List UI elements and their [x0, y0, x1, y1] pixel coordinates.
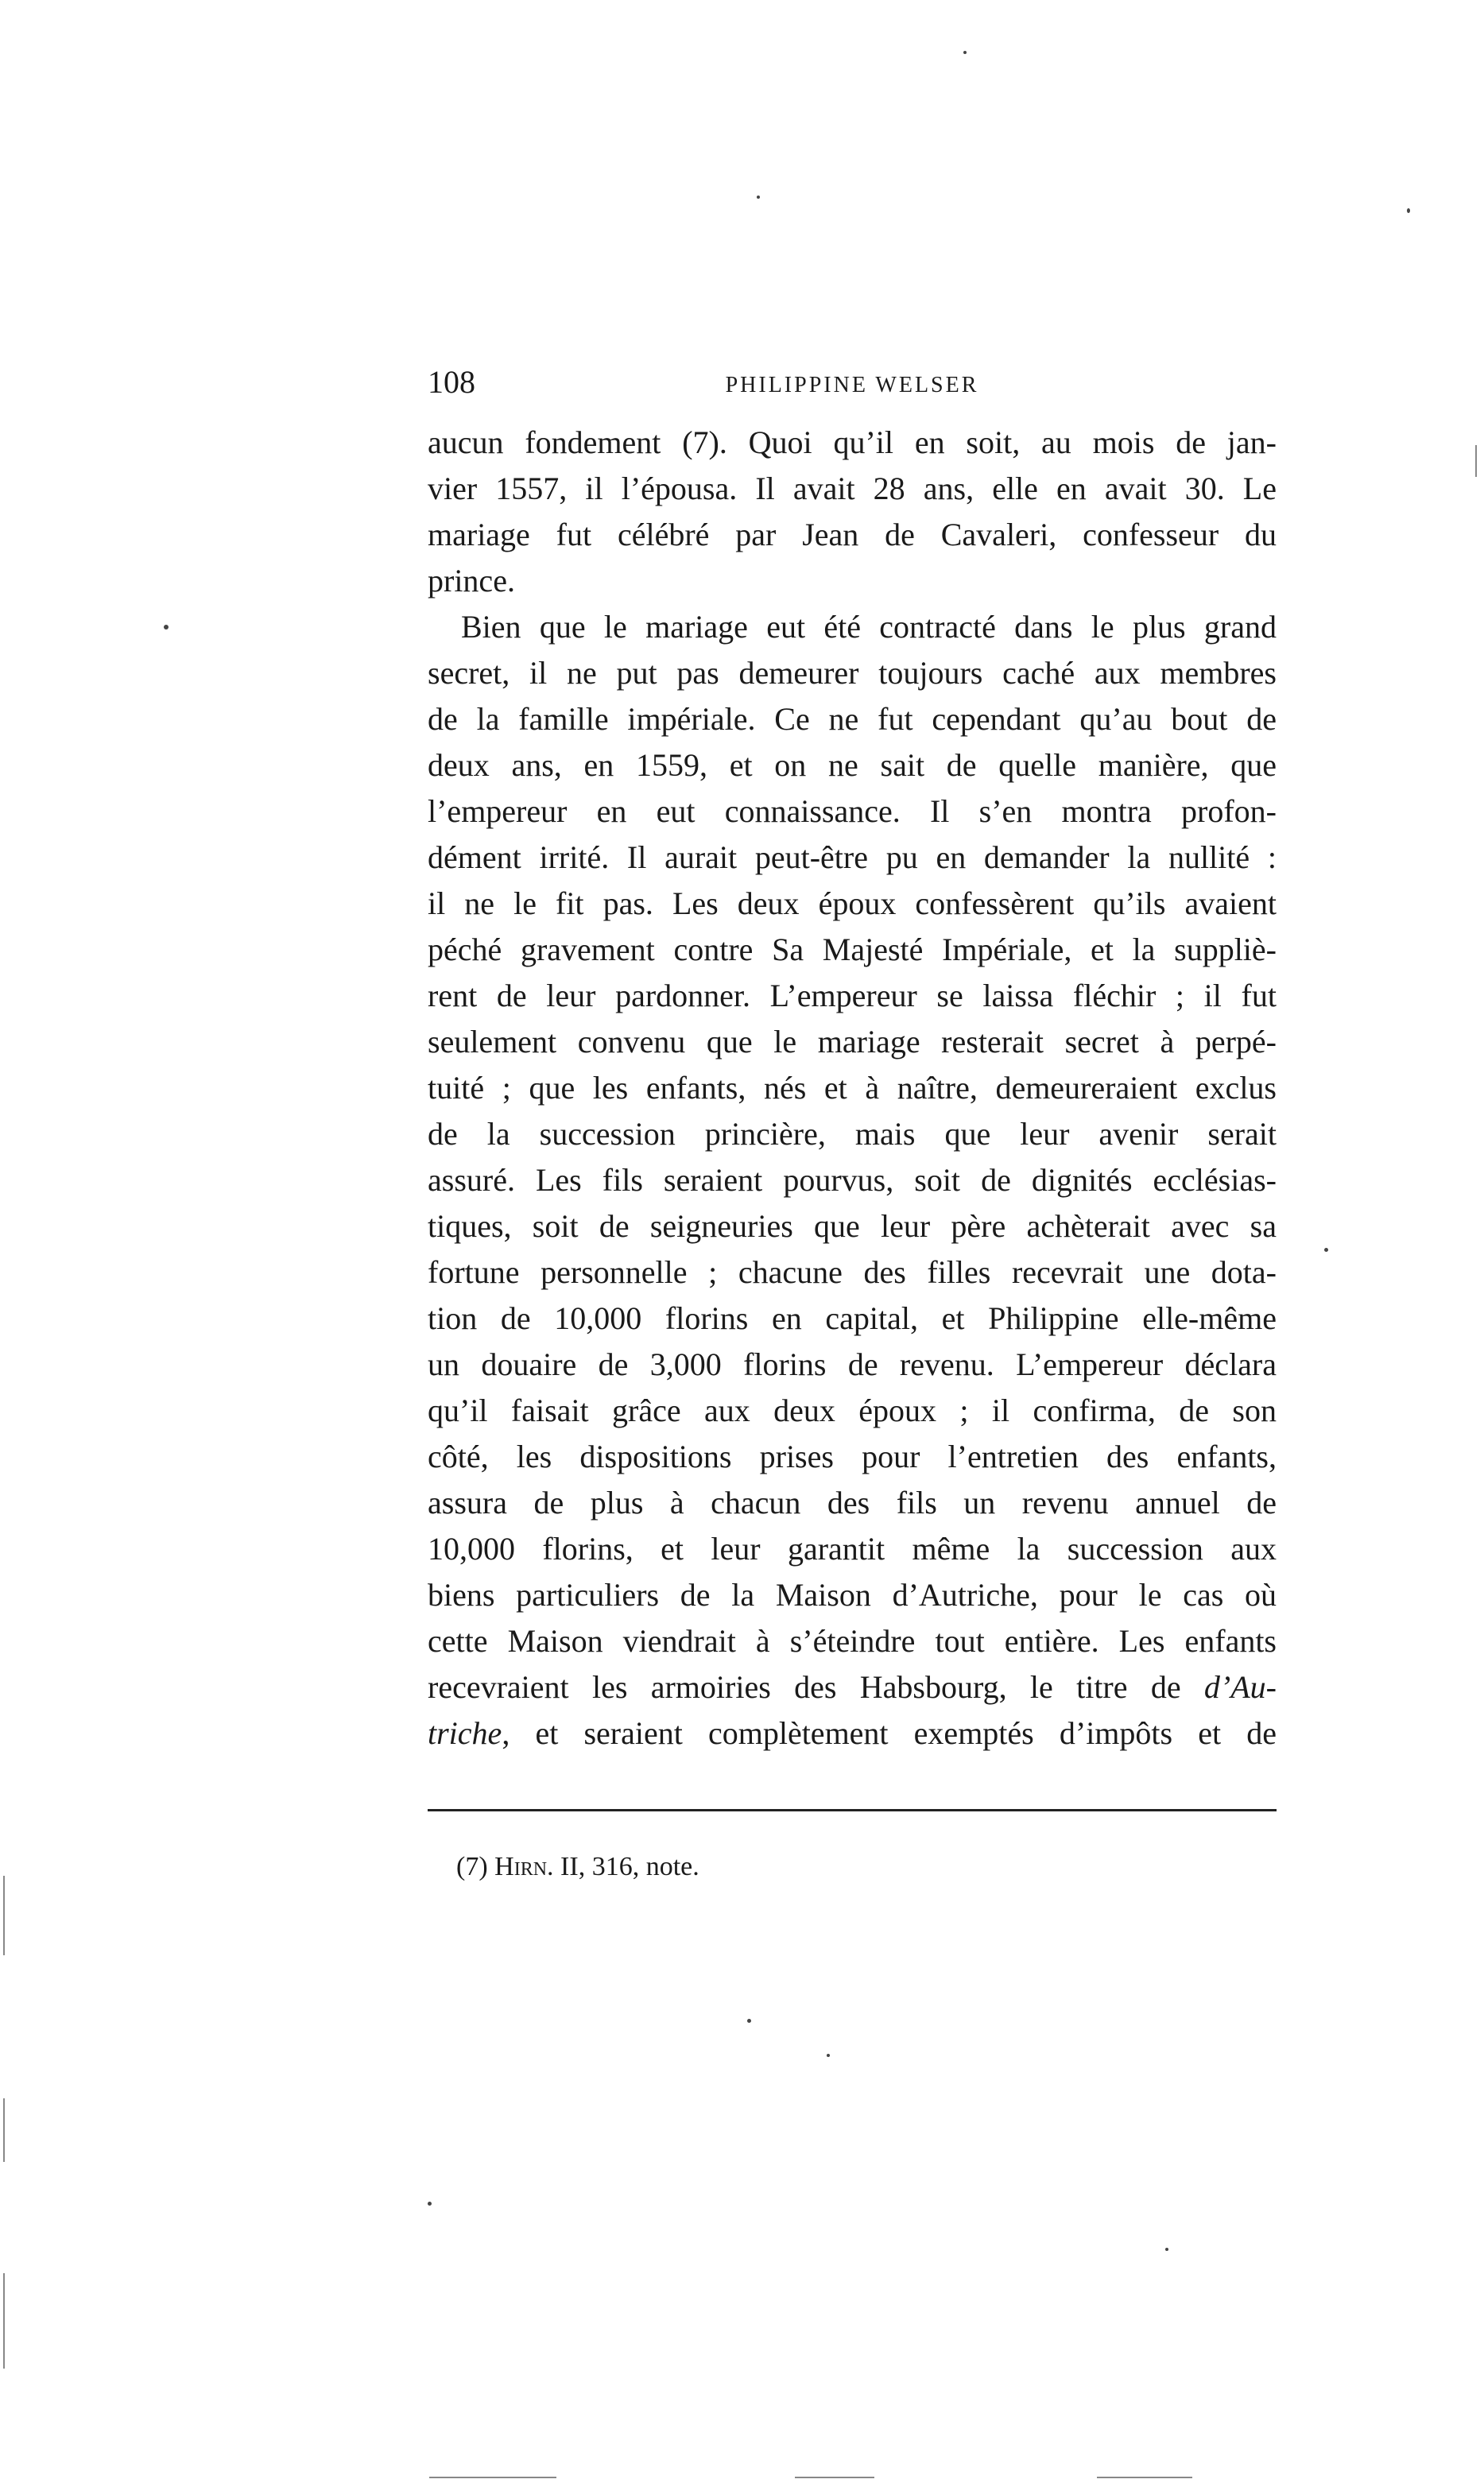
text-line: qu’il faisait grâce aux deux époux ; il confirma, de son	[428, 1393, 1277, 1428]
scan-speck	[428, 2202, 432, 2206]
text-line: péché gravement contre Sa Majesté Impériale, et la suppliè-	[428, 932, 1277, 967]
text-line: seulement convenu que le mariage resterait secret à perpé-	[428, 1024, 1277, 1059]
text-line: rent de leur pardonner. L’empereur se laissa fléchir ; il fut	[428, 978, 1277, 1013]
text-line: Bien que le mariage eut été contracté dans le plus grand	[461, 609, 1277, 645]
scan-speck	[963, 51, 967, 54]
scan-edge-mark	[3, 2273, 5, 2369]
running-head	[428, 362, 1277, 402]
text-line: vier 1557, il l’épousa. Il avait 28 ans, elle en avait 30. Le	[428, 471, 1277, 506]
text-line: mariage fut célébré par Jean de Cavaleri, confesseur du	[428, 517, 1277, 552]
scan-edge-mark	[3, 1876, 5, 1955]
text-line: deux ans, en 1559, et on ne sait de quelle manière, que	[428, 747, 1277, 783]
scan-edge-mark	[3, 2098, 5, 2162]
text-line: assura de plus à chacun des fils un revenu annuel de	[428, 1485, 1277, 1520]
scan-edge-mark	[429, 2477, 556, 2478]
text-line: tion de 10,000 florins en capital, et Philippine elle-même	[428, 1300, 1277, 1336]
text-line: aucun fondement (7). Quoi qu’il en soit, au mois de jan-	[428, 424, 1277, 460]
body-text	[428, 420, 1277, 1757]
scan-edge-mark	[795, 2477, 874, 2478]
text-line: côté, les dispositions prises pour l’entretien des enfants,	[428, 1439, 1277, 1474]
text-line: tiques, soit de seigneuries que leur père achèterait avec sa	[428, 1208, 1277, 1244]
text-line: de la famille impériale. Ce ne fut cependant qu’au bout de	[428, 701, 1277, 737]
page-number: 108	[428, 364, 475, 400]
text-line: cette Maison viendrait à s’éteindre tout entière. Les enfants	[428, 1623, 1277, 1659]
text-line: biens particuliers de la Maison d’Autriche, pour le cas où	[428, 1577, 1277, 1613]
text-line: secret, il ne put pas demeurer toujours caché aux membres	[428, 655, 1277, 691]
footnote	[456, 1847, 699, 1887]
scan-speck	[1407, 208, 1410, 213]
scan-speck	[757, 196, 760, 199]
scan-edge-mark	[1097, 2477, 1192, 2478]
footnote-reference: . II, 316, note.	[547, 1852, 699, 1881]
text-line: de la succession princière, mais que leur avenir serait	[428, 1116, 1277, 1152]
text-line: un douaire de 3,000 florins de revenu. L’empereur déclara	[428, 1346, 1277, 1382]
text-line	[428, 1664, 1277, 1710]
scan-speck	[1165, 2248, 1168, 2251]
text-line: dément irrité. Il aurait peut-être pu en demander la nullité :	[428, 839, 1277, 875]
text-line: fortune personnelle ; chacune des filles recevrait une dota-	[428, 1254, 1277, 1290]
text-segment: , et seraient complètement exemptés d’impôts et de	[502, 1715, 1277, 1751]
text-line: l’empereur en eut connaissance. Il s’en montra profon-	[428, 793, 1277, 829]
text-line: assuré. Les fils seraient pourvus, soit de dignités ecclésias-	[428, 1162, 1277, 1198]
text-line	[428, 1710, 1277, 1757]
scan-speck	[747, 2019, 751, 2023]
text-segment: recevraient les armoiries des Habsbourg, le titre de	[428, 1669, 1204, 1705]
footnote-author: Hirn	[494, 1852, 548, 1881]
scan-speck	[827, 2054, 830, 2057]
footnote-marker: (7)	[456, 1852, 495, 1881]
scan-edge-mark	[1475, 445, 1477, 477]
italic-text-segment: d’Au-	[1203, 1669, 1277, 1705]
running-title: PHILIPPINE WELSER	[725, 373, 979, 397]
footnote-divider	[428, 1809, 1277, 1811]
scan-speck	[1324, 1248, 1328, 1252]
text-line: prince.	[428, 563, 515, 599]
text-line: il ne le fit pas. Les deux époux confessèrent qu’ils avaient	[428, 885, 1277, 921]
text-line: tuité ; que les enfants, nés et à naître, demeureraient exclus	[428, 1070, 1277, 1106]
italic-text-segment: triche	[428, 1715, 502, 1751]
text-line: 10,000 florins, et leur garantit même la succession aux	[428, 1531, 1277, 1567]
scan-speck	[164, 625, 169, 629]
